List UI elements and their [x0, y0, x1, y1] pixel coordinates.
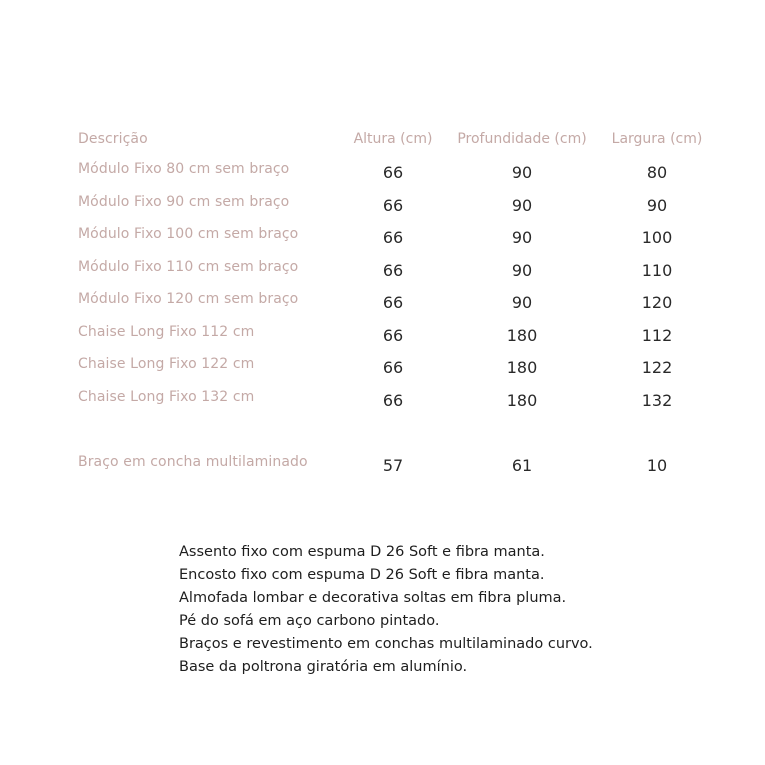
note-line: Pé do sofá em aço carbono pintado. [179, 613, 440, 629]
row-height: 57 [382, 455, 404, 475]
row-height: 66 [382, 163, 404, 182]
row-depth: 90 [511, 163, 533, 182]
row-height: 66 [382, 358, 404, 377]
row-width: 120 [641, 293, 673, 312]
row-width: 80 [646, 163, 668, 182]
row-width: 90 [646, 195, 668, 215]
row-depth: 90 [511, 293, 533, 312]
table-row-arm [78, 454, 718, 487]
header-height: Altura (cm) [353, 131, 433, 147]
row-description: Módulo Fixo 120 cm sem braço [78, 291, 299, 307]
header-description: Descrição [78, 131, 148, 147]
table-row [78, 324, 718, 357]
product-notes [179, 541, 593, 679]
row-height: 66 [382, 260, 404, 280]
row-height: 66 [382, 325, 404, 345]
row-description: Módulo Fixo 80 cm sem braço [78, 161, 290, 177]
note-line: Almofada lombar e decorativa soltas em fibra pluma. [179, 590, 567, 606]
row-height: 66 [382, 228, 404, 247]
row-width: 10 [646, 455, 668, 475]
table-row [78, 194, 718, 227]
header-depth: Profundidade (cm) [457, 131, 587, 147]
row-description: Módulo Fixo 100 cm sem braço [78, 226, 299, 242]
table-header [78, 131, 718, 161]
row-width: 110 [641, 260, 673, 280]
row-description: Braço em concha multilaminado [78, 453, 308, 470]
row-depth: 90 [511, 228, 533, 247]
note-line: Encosto fixo com espuma D 26 Soft e fibra manta. [179, 567, 545, 583]
header-width: Largura (cm) [611, 131, 703, 147]
note-line: Braços e revestimento em conchas multilaminado curvo. [179, 636, 593, 652]
dimensions-table [78, 131, 718, 486]
table-row [78, 291, 718, 324]
row-description: Módulo Fixo 110 cm sem braço [78, 258, 299, 275]
row-height: 66 [382, 390, 404, 410]
row-description: Módulo Fixo 90 cm sem braço [78, 193, 290, 210]
note-line: Base da poltrona giratória em alumínio. [179, 659, 468, 675]
row-description: Chaise Long Fixo 122 cm [78, 356, 255, 372]
row-width: 122 [641, 358, 673, 377]
table-row [78, 161, 718, 194]
note-line: Assento fixo com espuma D 26 Soft e fibra manta. [179, 544, 545, 560]
row-width: 100 [641, 228, 673, 247]
row-depth: 180 [506, 358, 538, 377]
table-row [78, 259, 718, 292]
row-height: 66 [382, 195, 404, 215]
table-row [78, 226, 718, 259]
row-description: Chaise Long Fixo 132 cm [78, 388, 255, 405]
row-spacer [78, 421, 718, 454]
row-depth: 61 [511, 455, 533, 475]
row-width: 112 [641, 325, 673, 345]
row-depth: 180 [506, 390, 538, 410]
row-width: 132 [641, 390, 673, 410]
table-row [78, 356, 718, 389]
row-depth: 90 [511, 195, 533, 215]
row-height: 66 [382, 293, 404, 312]
row-depth: 90 [511, 260, 533, 280]
row-description: Chaise Long Fixo 112 cm [78, 323, 255, 340]
table-row [78, 389, 718, 422]
row-depth: 180 [506, 325, 538, 345]
